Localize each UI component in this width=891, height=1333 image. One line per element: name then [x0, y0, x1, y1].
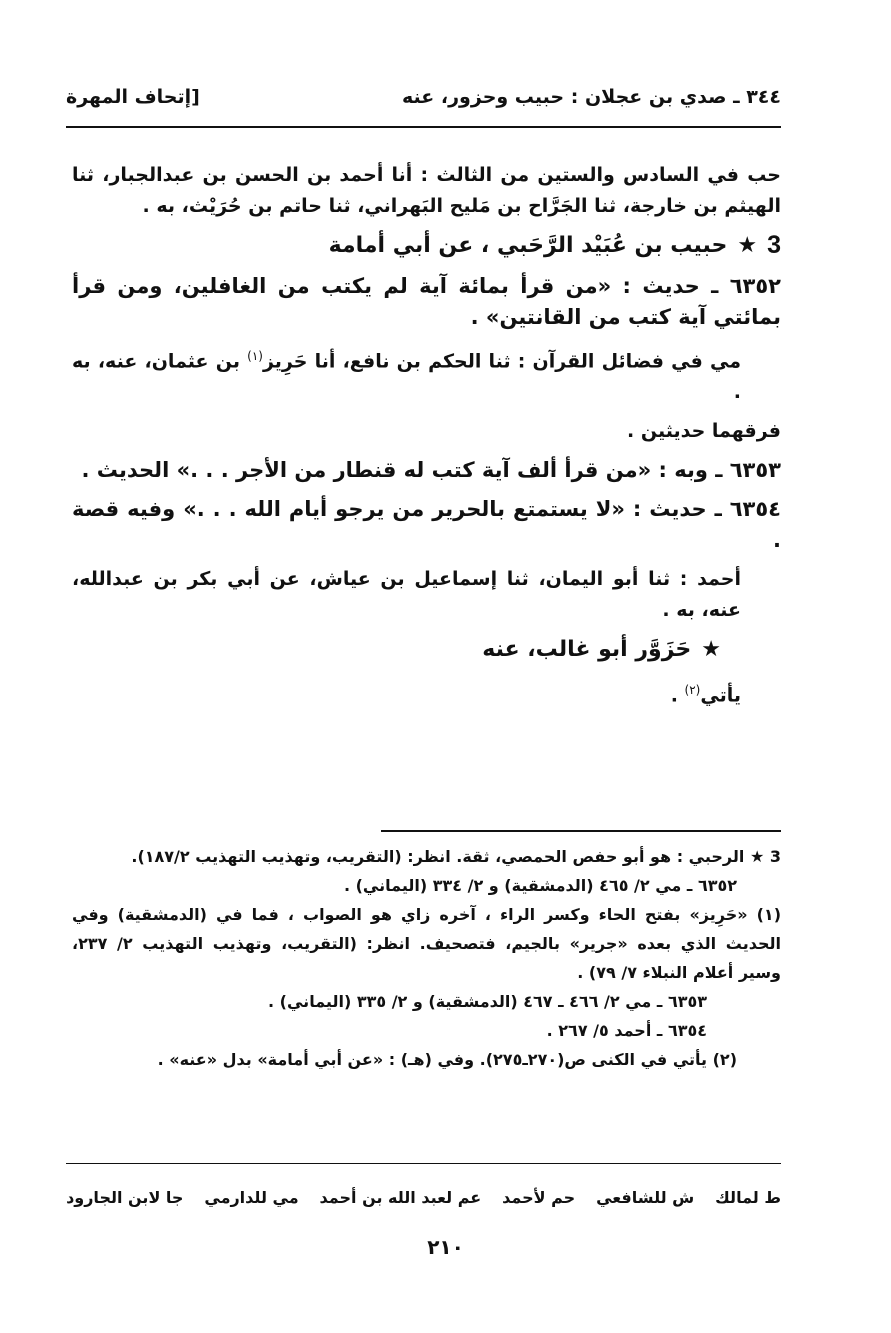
yati-text: يأتي: [700, 684, 741, 707]
section-number: 3: [767, 231, 781, 259]
main-text: [72, 160, 781, 720]
section-heading-text: حبيب بن عُبَيْد الرَّحَبي ، عن أبي أمامة: [328, 233, 728, 258]
paragraph-hibban: حب في السادس والستين من الثالث : أنا أحمد بن الحسن بن عبدالجبار، ثنا الهيثم بن خارجة، ثنا الجَرَّاح بن مَليح البَهراني، ثنا حاتم بن حُرَيْث، به .: [72, 164, 781, 217]
star-icon: ★: [701, 637, 721, 663]
star-icon: ★: [737, 233, 758, 258]
hadith-6353: ٦٣٥٣ ـ وبه : «من قرأ ألف آية كتب له قنطار من الأجر . . .» الحديث .: [81, 458, 781, 483]
footnote-item: ٦٣٥٣ ـ مي ٢/ ٤٦٦ ـ ٤٦٧ (الدمشقية) و ٢/ ٣٣٥ (اليماني) .: [268, 992, 707, 1011]
abbreviations-divider: [66, 1163, 781, 1164]
footnote-divider: [381, 830, 781, 832]
running-header: [66, 80, 781, 114]
source-text-b: بن عثمان، عنه، به .: [72, 350, 741, 404]
abbreviation-item: عم لعبد الله بن أحمد: [319, 1187, 482, 1207]
abbreviation-item: ش للشافعي: [596, 1187, 695, 1207]
footnotes: [72, 842, 781, 1074]
header-divider: [66, 126, 781, 128]
source-text-a: مي في فضائل القرآن : ثنا الحكم بن نافع، أنا حَرِيز: [262, 350, 741, 373]
paragraph-6354-source: أحمد : ثنا أبو اليمان، ثنا إسماعيل بن عياش، عن أبي بكر بن عبدالله، عنه، به .: [72, 568, 741, 622]
page-number: ٢١٠: [427, 1235, 464, 1259]
section-heading-text: حَزَوَّر أبو غالب، عنه: [482, 637, 692, 663]
abbreviation-item: حم لأحمد: [502, 1187, 576, 1207]
section-heading-hazawwar: [72, 634, 781, 665]
footnote-item: (٢) يأتي في الكنى ص(٢٧٠ـ٢٧٥). وفي (هـ) : «عن أبي أمامة» بدل «عنه» .: [157, 1050, 737, 1069]
paragraph-6352-note: فرقهما حديثين .: [627, 420, 781, 443]
footnote-item: 3 ★ الرحبي : هو أبو حفص الحمصي، ثقة. انظر: (التقريب، وتهذيب التهذيب ١٨٧/٢).: [131, 847, 781, 866]
abbreviation-item: مي للدارمي: [204, 1187, 299, 1207]
footnote-item: ٦٣٥٢ ـ مي ٢/ ٤٦٥ (الدمشقية) و ٢/ ٣٣٤ (اليماني) .: [343, 876, 737, 895]
abbreviation-item: جا لابن الجارود: [66, 1187, 184, 1207]
footnote-ref-2: (٢): [684, 683, 701, 698]
abbreviations-key: [66, 1180, 781, 1214]
header-chapter-title: ٣٤٤ ـ صدي بن عجلان : حبيب وحزور، عنه: [402, 86, 781, 108]
hadith-6354: ٦٣٥٤ ـ حديث : «لا يستمتع بالحرير من يرجو أيام الله . . .» وفيه قصة .: [72, 497, 781, 553]
footnote-item: (١) «حَرِيز» بفتح الحاء وكسر الراء ، آخره زاي هو الصواب ، فما في (الدمشقية) وفي الحديث الذي بعده «جرير» بالجيم، فتصحيف. انظر: (التقريب، وتهذيب التهذيب ٢/ ٢٣٧، وسير أعلام النبلاء ٧/ ٧٩) .: [72, 905, 781, 982]
yati-end: .: [670, 684, 685, 707]
section-heading-habib: [72, 230, 781, 261]
footnote-item: ٦٣٥٤ ـ أحمد ٥/ ٢٦٧ .: [546, 1021, 707, 1040]
paragraph-6352-source: [72, 341, 781, 408]
hadith-6352: ٦٣٥٢ ـ حديث : «من قرأ بمائة آية لم يكتب من الغافلين، ومن قرأ بمائتي آية كتب من القانتين» .: [72, 274, 781, 329]
header-book-title: [إتحاف المهرة: [66, 86, 200, 108]
footnote-ref-1: (١): [247, 349, 263, 363]
paragraph-yati: [72, 675, 781, 711]
abbreviation-item: ط لمالك: [715, 1187, 781, 1207]
